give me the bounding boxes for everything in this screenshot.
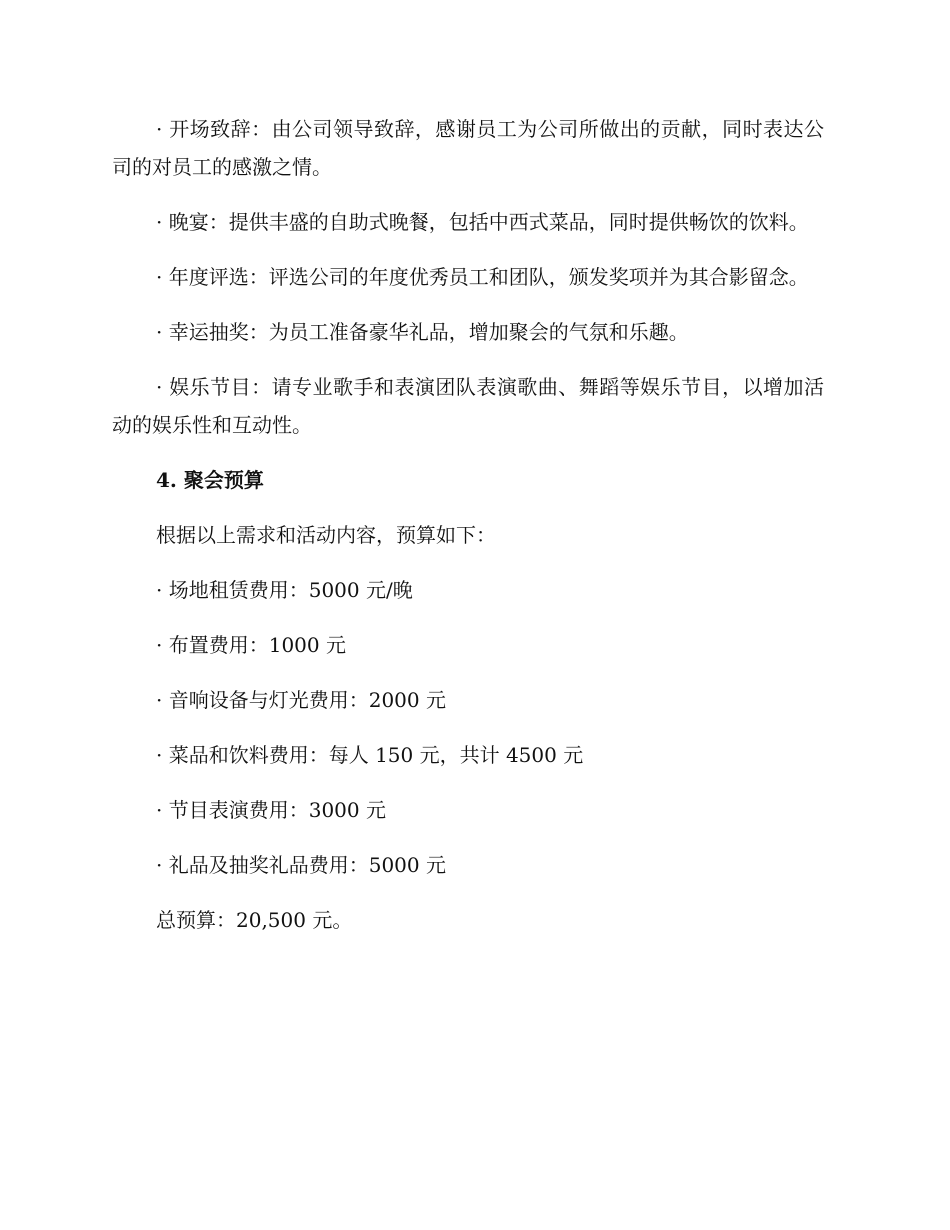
budget-item-decoration: · 布置费用：1000 元 bbox=[156, 633, 346, 657]
budget-total: 总预算：20,500 元。 bbox=[156, 908, 353, 932]
budget-intro: 根据以上需求和活动内容，预算如下： bbox=[156, 523, 496, 547]
activity-opening-speech: · 开场致辞：由公司领导致辞，感谢员工为公司所做出的贡献，同时表达公司的对员工的感激之情。 bbox=[112, 117, 824, 179]
activity-entertainment: · 娱乐节目：请专业歌手和表演团队表演歌曲、舞蹈等娱乐节目，以增加活动的娱乐性和互动性。 bbox=[112, 375, 824, 437]
budget-item-gifts: · 礼品及抽奖礼品费用：5000 元 bbox=[156, 853, 446, 877]
budget-item-venue: · 场地租赁费用：5000 元/晚 bbox=[156, 578, 413, 602]
budget-item-performance: · 节目表演费用：3000 元 bbox=[156, 798, 386, 822]
activity-dinner: · 晚宴：提供丰盛的自助式晚餐，包括中西式菜品，同时提供畅饮的饮料。 bbox=[156, 210, 809, 234]
budget-item-food-drinks: · 菜品和饮料费用：每人 150 元，共计 4500 元 bbox=[156, 743, 584, 767]
budget-heading: 4. 聚会预算 bbox=[156, 468, 264, 492]
activity-lucky-draw: · 幸运抽奖：为员工准备豪华礼品，增加聚会的气氛和乐趣。 bbox=[156, 320, 689, 344]
budget-item-audio-lighting: · 音响设备与灯光费用：2000 元 bbox=[156, 688, 446, 712]
document-body bbox=[112, 110, 824, 956]
activity-annual-selection: · 年度评选：评选公司的年度优秀员工和团队，颁发奖项并为其合影留念。 bbox=[156, 265, 809, 289]
